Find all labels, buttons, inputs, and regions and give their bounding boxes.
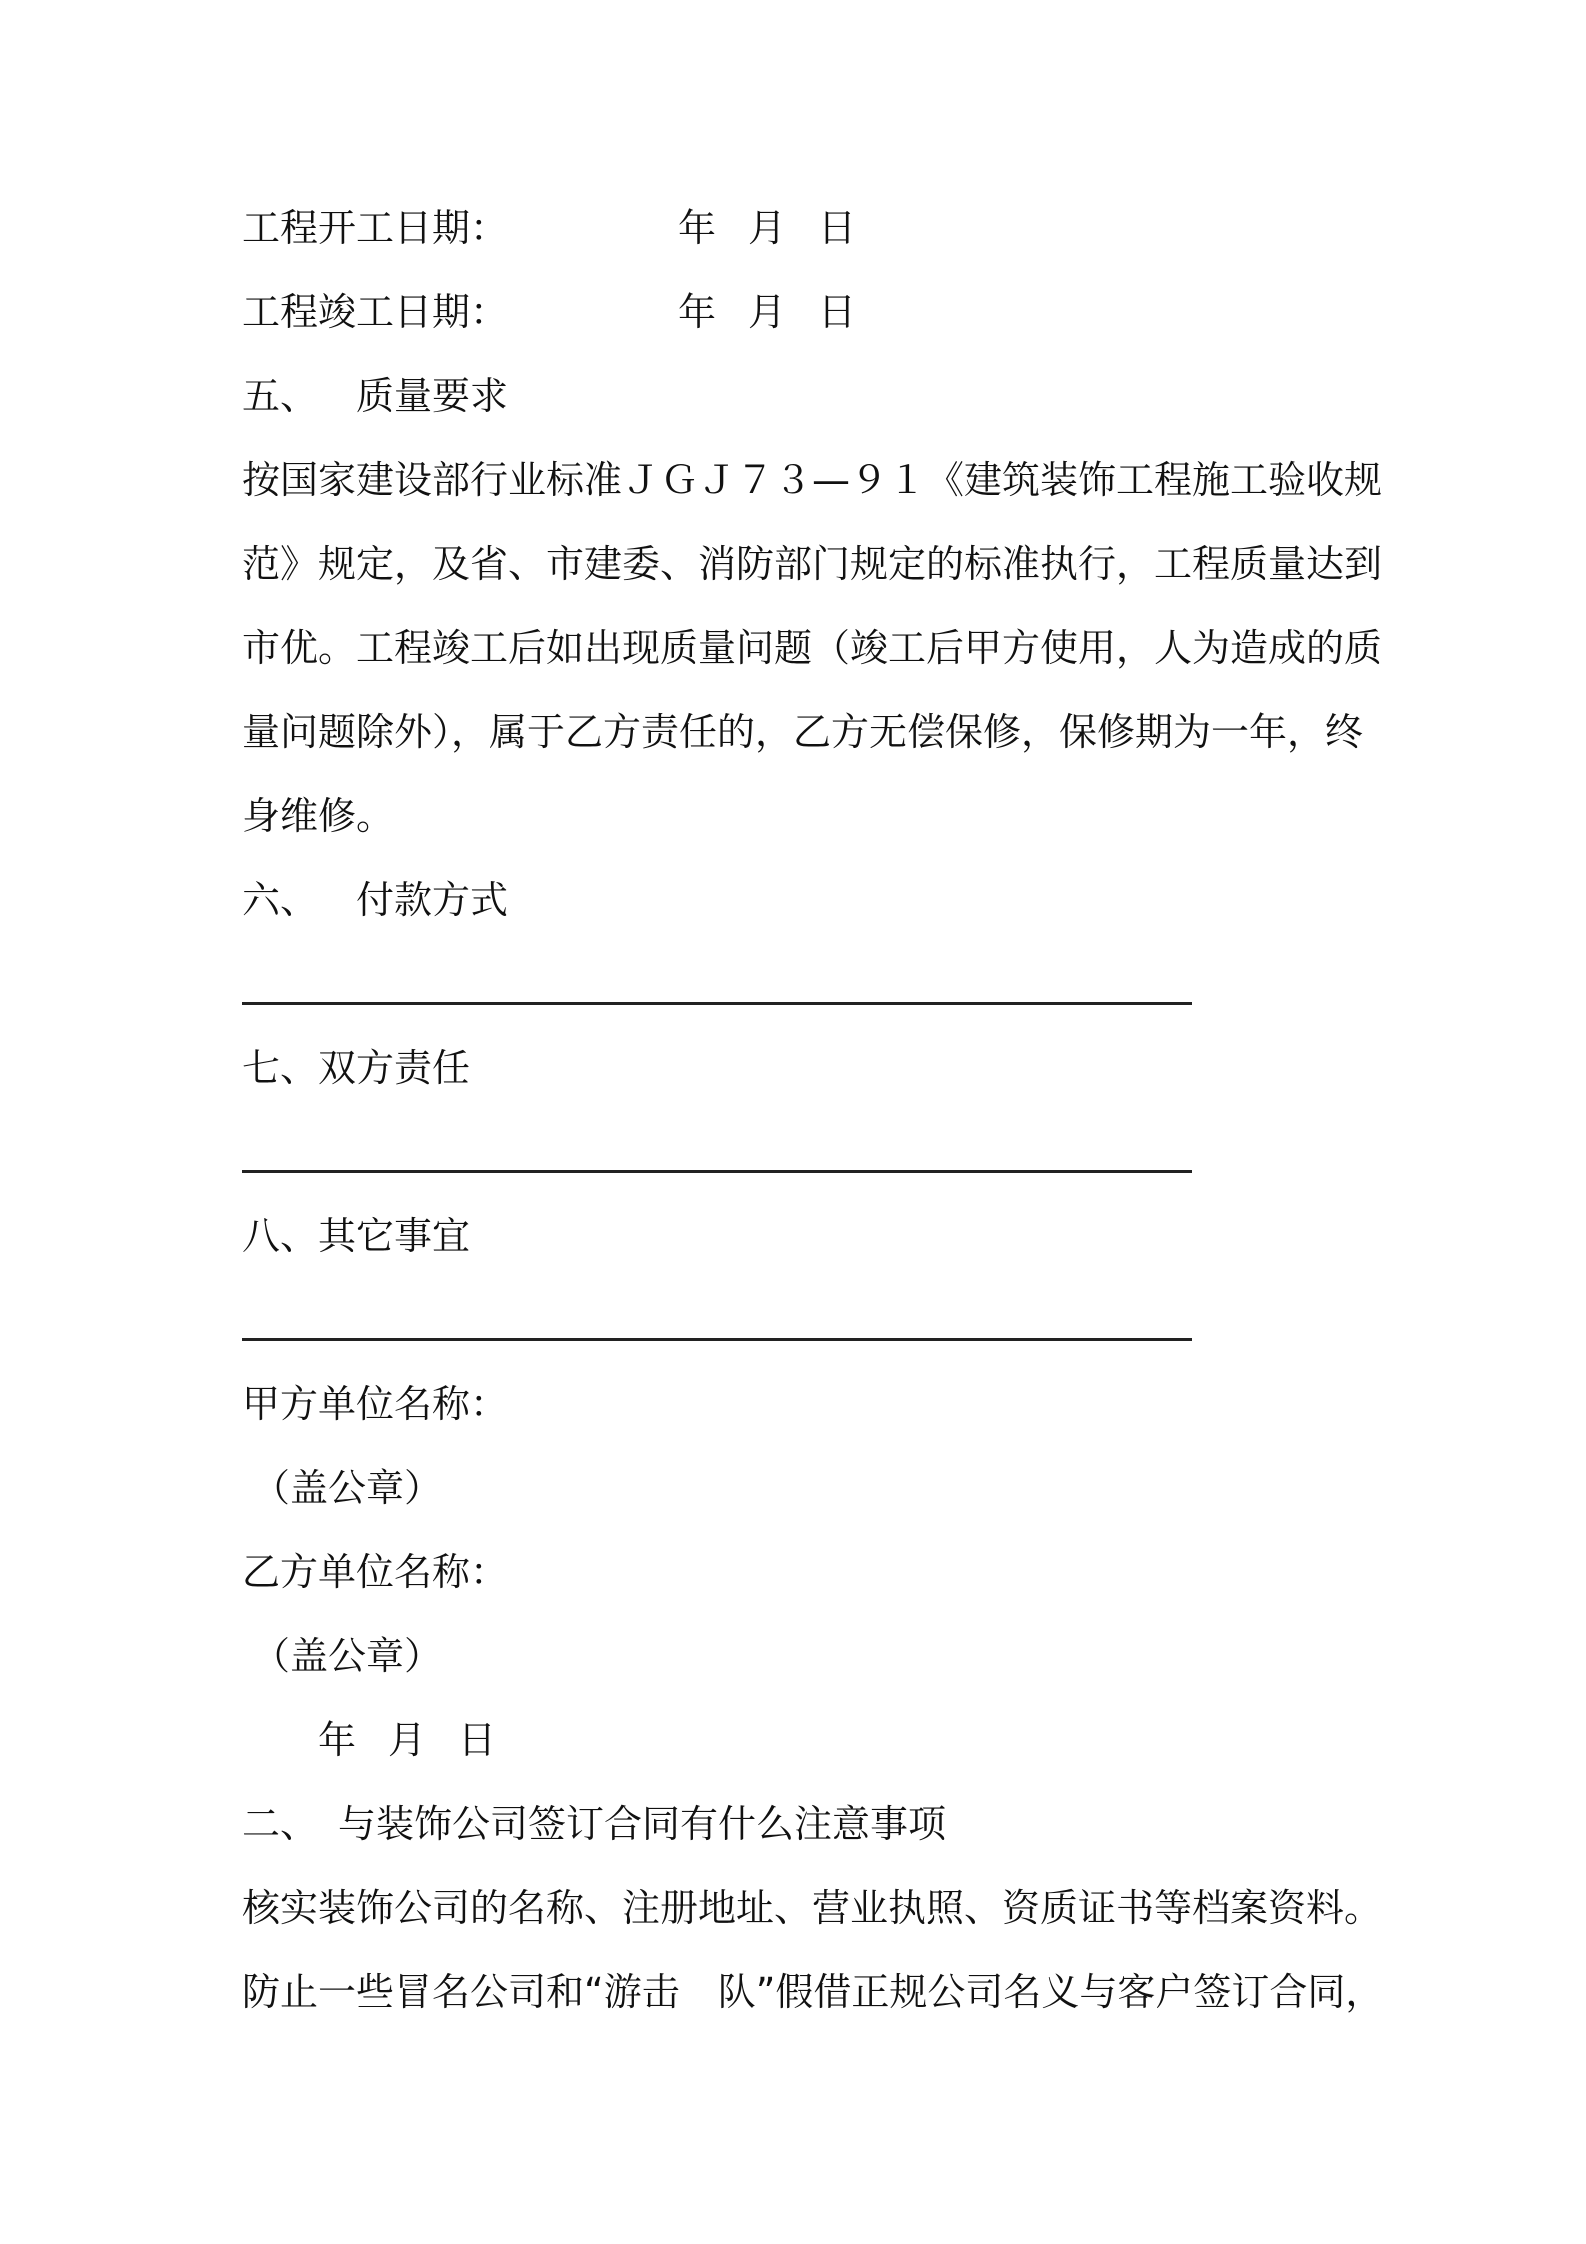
party-a-seal: （盖公章）: [252, 1466, 443, 1510]
start-date-year: 年: [678, 206, 717, 250]
responsibilities-blank-line: [242, 1170, 1192, 1173]
party-b-seal: （盖公章）: [252, 1634, 443, 1678]
closing-paragraph-line-1: 核实装饰公司的名称、注册地址、营业执照、资质证书等档案资料。: [242, 1886, 1383, 1930]
section-6-number: 六、: [242, 878, 319, 922]
closing-paragraph-line-2: 防止一些冒名公司和“游击 队”假借正规公司名义与客户签订合同，: [242, 1970, 1384, 2014]
other-matters-blank-line: [242, 1338, 1192, 1341]
start-date-row: [242, 204, 856, 252]
start-date-month: 月: [748, 206, 787, 250]
party-b-label: 乙方单位名称：: [242, 1550, 509, 1594]
section-5-number: 五、: [242, 374, 319, 418]
sign-date-year: 年: [318, 1718, 357, 1762]
quality-paragraph-line-5: 身维修。: [242, 794, 395, 838]
quality-paragraph-line-2: 范》规定，及省、市建委、消防部门规定的标准执行，工程质量达到: [242, 542, 1383, 586]
payment-blank-line: [242, 1002, 1192, 1005]
section-8-heading: 八、其它事宜: [242, 1214, 471, 1258]
start-date-day: 日: [818, 206, 857, 250]
section-two-number: 二、: [242, 1802, 319, 1846]
start-date-label: 工程开工日期：: [242, 206, 509, 250]
section-6-heading: [242, 876, 508, 924]
section-two-title: 与装饰公司签订合同有什么注意事项: [338, 1802, 947, 1846]
sign-date-day: 日: [458, 1718, 497, 1762]
end-date-year: 年: [678, 290, 717, 334]
section-5-title: 质量要求: [356, 374, 509, 418]
party-a-label: 甲方单位名称：: [242, 1382, 509, 1426]
quality-paragraph-line-4: 量问题除外），属于乙方责任的，乙方无偿保修，保修期为一年，终: [242, 710, 1364, 754]
quality-paragraph-line-1: 按国家建设部行业标准ＪＧＪ７３—９１《建筑装饰工程施工验收规: [242, 458, 1383, 502]
section-7-heading: 七、双方责任: [242, 1046, 471, 1090]
sign-date-month: 月: [388, 1718, 427, 1762]
end-date-row: [242, 288, 856, 336]
quality-paragraph-line-3: 市优。工程竣工后如出现质量问题（竣工后甲方使用，人为造成的质: [242, 626, 1383, 670]
end-date-day: 日: [818, 290, 857, 334]
section-two-heading: [242, 1800, 946, 1848]
end-date-month: 月: [748, 290, 787, 334]
end-date-label: 工程竣工日期：: [242, 290, 509, 334]
section-5-heading: [242, 372, 508, 420]
sign-date-row: [318, 1716, 496, 1764]
section-6-title: 付款方式: [356, 878, 509, 922]
